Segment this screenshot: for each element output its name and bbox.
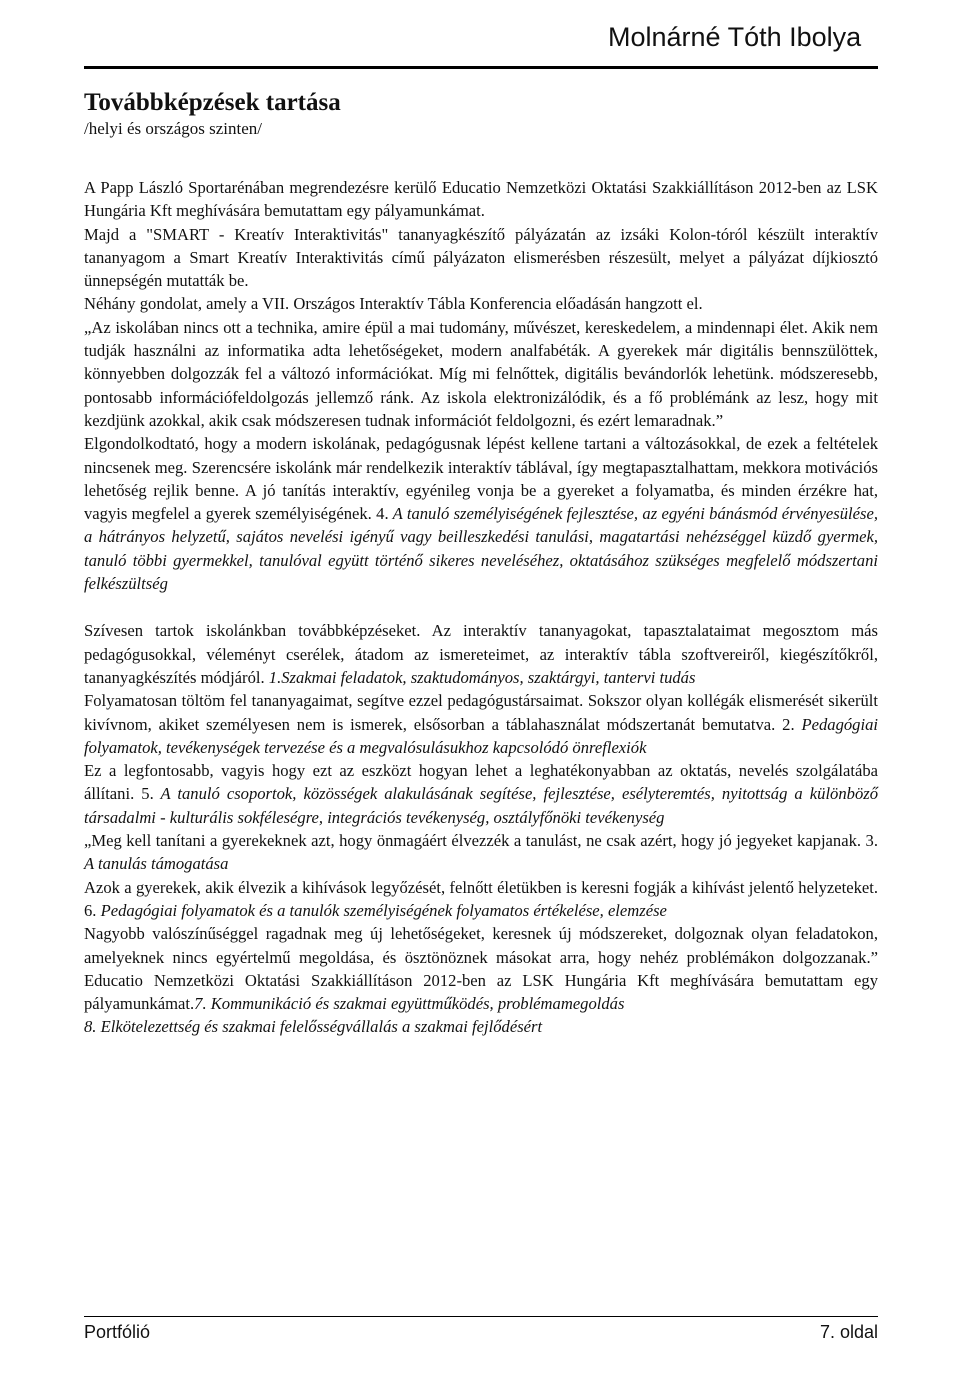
competency-heading: 7. Kommunikáció és szakmai együttműködés, problémamegoldás [194,994,625,1014]
paragraph: A Papp László Sportarénában megrendezésre kerülő Educatio Nemzetközi Oktatási Szakkiállításon 2012-ben az LSK Hungária Kft meghívására bemutattam egy pályamunkámat. [84,178,878,221]
competency-heading: A tanuló csoportok, közösségek alakulásának segítése, fejlesztése, esélyteremtés, nyitottság a különböző társadalmi - kulturális sokféleségre, integrációs tevékenység, osztályfőnöki tevékenység [84,784,878,827]
footer-divider [84,1316,878,1317]
spacer [84,595,878,619]
page-content [84,88,878,1039]
paragraph-text: Folyamatosan töltöm fel tananyagaimat, segítve ezzel pedagógustársaimat. Sokszor olyan kollégák elismerését sikerült kivívnom, akiket személyesen nem is ismerek, elsősorban a táblahasználat módszertanát bemutatva. 2. [84,691,878,734]
header-divider [84,66,878,69]
paragraph-text: Elgondolkodtató, hogy a modern iskolának, pedagógusnak lépést kellene tartani a változásokkal, de ezek a feltételek nincsenek meg. Szerencsére iskolánk már rendelkezik interaktív táblával, így megtapasztalhattam, mekkora motivációs lehetőség rejlik benne. A jó tanítás interaktív, egyénileg vonja be a gyereket a folyamatba, és minden érzékre hat, vagyis megfelel a gyerek személyiségének. 4. [84,434,878,524]
competency-heading: A tanulás támogatása [84,854,229,874]
paragraph: Majd a "SMART - Kreatív Interaktivitás" tananyagkészítő pályázatán az izsáki Kolon-tóról készült interaktív tananyagom a Smart Kreatív Interaktivitás című pályázaton elismerésben részesült, melyet a pályázat díjkiosztó ünnepségén mutatták be. [84,224,878,291]
paragraph [84,1015,878,1038]
quote-paragraph: „Az iskolában nincs ott a technika, amire épül a mai tudomány, művészet, kereskedelem, a mindennapi élet. Akik nem tudják használni az informatika adta lehetőségeket, modern analfabéták. A gyerekek már digitális bennszülöttek, könnyebben dolgozzák fel a változó információkat. Míg mi felnőttek, digitális bevándorlók lehetünk. módszeresebb, pontosabb információfeldolgozás jellemző ránk. Az iskola elektronizálódik, és a fő problémánk az lesz, hogy mit kezdjünk azokkal, akik csak módszeresen tudnak információt feldolgozni, és ezért lemaradnak.” [84,317,878,430]
paragraph: Néhány gondolat, amely a VII. Országos Interaktív Tábla Konferencia előadásán hangzott el. [84,294,703,314]
paragraph-text: Ez a legfontosabb, vagyis hogy ezt az eszközt hogyan lehet a leghatékonyabban az oktatás, nevelés szolgálatába állítani. 5. [84,761,878,804]
paragraph-text: Nagyobb valószínűséggel ragadnak meg új lehetőségeket, keresnek új módszereket, dolgoznak olyan feladatokon, amelyeknek nincs egyértelmű megoldása, és ösztönöznek másokat arra, hogy nehéz problémákon dolgozzanak.” Educatio Nemzetközi Oktatási Szakkiállításon 2012-ben az LSK Hungária Kft meghívására bemutattam egy pályamunkámat. [84,924,878,1014]
page-number: 7. oldal [819,1322,878,1342]
paragraph [84,922,878,1015]
competency-heading: A tanuló személyiségének fejlesztése, az egyéni bánásmód érvényesülése, a hátrányos helyzetű, sajátos nevelési igényű vagy beilleszkedési tanulási, magatartási nehézséggel küzdő gyermek, tanuló többi gyermekkel, tanulóval együtt történő sikeres neveléséhez, oktatásához szükséges megfelelő módszertani felkészültség [84,504,878,594]
page-subtitle: /helyi és országos szinten/ [84,119,262,138]
paragraph [84,876,878,923]
paragraph [84,619,878,689]
paragraph [84,759,878,829]
competency-heading: Pedagógiai folyamatok, tevékenységek tervezése és a megvalósulásukhoz kapcsolódó önreflexiók [84,714,878,757]
header-author: Molnárné Tóth Ibolya [608,22,862,52]
page-title: Továbbképzések tartása [84,89,341,116]
paragraph-text: „Meg kell tanítani a gyerekeknek azt, hogy önmagáért élvezzék a tanulást, ne csak azért, hogy jó jegyeket kapjanak. 3. [84,831,878,851]
competency-heading: Pedagógiai folyamatok és a tanulók személyiségének folyamatos értékelése, elemzése [96,900,667,920]
competency-heading: 1.Szakmai feladatok, szaktudományos, szaktárgyi, tantervi tudás [268,667,696,687]
competency-heading: 8. Elkötelezettség és szakmai felelősségvállalás a szakmai fejlődésért [84,1017,543,1037]
paragraph [84,829,878,876]
paragraph-text: Szívesen tartok iskolánkban továbbképzéseket. Az interaktív tananyagokat, tapasztalataimat megosztom más pedagógusokkal, véleményt cserélek, átadom az ismereteimet, az interaktív tábla szoftvereiről, kiegészítőkről, tananyagkészítés módjáról. [84,621,878,687]
paragraph-text: Azok a gyerekek, akik élvezik a kihívások legyőzését, felnőtt életükben is keresni fogják a kihívást jelentő helyzeteket. 6. [84,877,878,920]
paragraph [84,689,878,759]
paragraph [84,432,878,595]
footer-label: Portfólió [84,1322,151,1342]
